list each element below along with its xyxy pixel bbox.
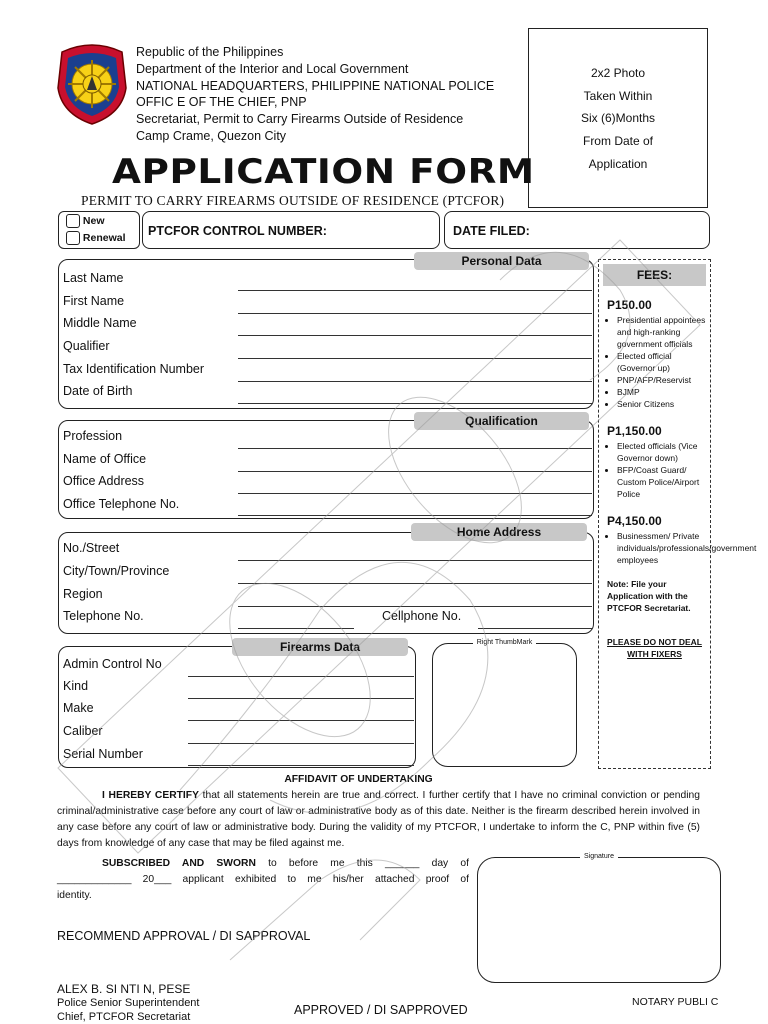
fee-item: • Elected official (Governor up) xyxy=(617,350,710,374)
personal-data-title: Personal Data xyxy=(414,252,589,270)
pnp-seal-logo xyxy=(52,40,132,126)
first-name-input[interactable] xyxy=(238,313,592,314)
control-number-label: PTCFOR CONTROL NUMBER: xyxy=(148,224,327,238)
admin-control-label: Admin Control No xyxy=(63,657,162,671)
street-label: No./Street xyxy=(63,541,120,555)
sworn-statement xyxy=(57,856,469,904)
last-name-input[interactable] xyxy=(238,290,592,291)
application-type-box xyxy=(58,211,140,249)
notary-public: NOTARY PUBLI C xyxy=(632,996,719,1008)
office-address-label: Office Address xyxy=(63,474,145,488)
sworn-text: _____________ 20___ applicant exhibited to me his/her attached proof of xyxy=(57,874,469,885)
date-filed-field[interactable] xyxy=(444,211,710,249)
agency-header xyxy=(136,44,494,145)
qualification-title: Qualification xyxy=(414,412,589,430)
fee-amount: P1,150.00 xyxy=(607,424,662,438)
tin-input[interactable] xyxy=(238,381,592,382)
qualifier-label: Qualifier xyxy=(63,339,110,353)
middle-name-input[interactable] xyxy=(238,335,592,336)
office-address-input[interactable] xyxy=(238,493,592,494)
telephone-label: Telephone No. xyxy=(63,609,144,623)
kind-label: Kind xyxy=(63,679,89,693)
affidavit-lead: I HEREBY CERTIFY xyxy=(102,790,199,801)
first-name-label: First Name xyxy=(63,294,125,308)
serial-number-label: Serial Number xyxy=(63,747,143,761)
affidavit-section xyxy=(57,772,700,852)
fee-item-list xyxy=(599,530,757,566)
officer-block xyxy=(57,982,199,1024)
thumbmark-label: Right ThumbMark xyxy=(473,639,537,646)
fee-item: • Businessmen/ Private individuals/professionals/government employees xyxy=(617,530,710,566)
sworn-text: identity. xyxy=(57,890,92,901)
tin-label: Tax Identification Number xyxy=(63,362,205,376)
fee-item: • Presidential appointees and high-ranking government officials xyxy=(617,314,710,350)
kind-input[interactable] xyxy=(188,698,414,699)
new-label: New xyxy=(82,214,105,227)
fee-item-list xyxy=(599,440,710,500)
fee-amount: P4,150.00 xyxy=(607,514,662,528)
telephone-input[interactable] xyxy=(238,628,354,629)
make-input[interactable] xyxy=(188,720,414,721)
sworn-text: to before me this ______ day of xyxy=(268,858,469,869)
fees-note: Note: File your Application with the PTCFOR Secretariat. xyxy=(607,579,691,613)
affidavit-title: AFFIDAVIT OF UNDERTAKING xyxy=(284,774,433,785)
qualifier-input[interactable] xyxy=(238,358,592,359)
cellphone-input[interactable] xyxy=(478,628,592,629)
new-option[interactable] xyxy=(66,214,105,228)
sworn-lead: SUBSCRIBED AND SWORN xyxy=(102,858,256,869)
personal-data-section xyxy=(58,259,594,409)
office-telephone-label: Office Telephone No. xyxy=(63,497,180,511)
photo-instruction-line: 2x2 Photo xyxy=(590,66,646,80)
date-of-birth-input[interactable] xyxy=(238,403,592,404)
fee-item: • PNP/AFP/Reservist xyxy=(617,374,710,386)
fees-panel xyxy=(598,259,757,769)
photo-instruction-line: Taken Within xyxy=(583,88,653,103)
renewal-label: Renewal xyxy=(82,231,126,244)
region-label: Region xyxy=(63,587,103,601)
photo-instruction-line: Application xyxy=(588,156,648,171)
home-address-title: Home Address xyxy=(411,523,587,541)
header-line: Republic of the Philippines xyxy=(136,45,284,59)
signature-box[interactable] xyxy=(477,853,721,983)
officer-name: ALEX B. SI NTI N, PESE xyxy=(57,982,191,996)
affidavit-body xyxy=(57,788,700,852)
fee-amount: P150.00 xyxy=(607,298,652,312)
officer-position: Chief, PTCFOR Secretariat xyxy=(57,1011,191,1023)
fee-item: • Elected officials (Vice Governor down) xyxy=(617,440,710,464)
fee-item: • Senior Citizens xyxy=(617,398,710,410)
caliber-label: Caliber xyxy=(63,724,103,738)
region-input[interactable] xyxy=(238,606,592,607)
name-of-office-input[interactable] xyxy=(238,471,592,472)
last-name-label: Last Name xyxy=(63,271,124,285)
profession-label: Profession xyxy=(63,429,123,443)
form-subtitle: PERMIT TO CARRY FIREARMS OUTSIDE OF RESIDENCE (PTCFOR) xyxy=(81,193,505,208)
approval-status: APPROVED / DI SAPPROVED xyxy=(294,1003,468,1017)
photo-box[interactable] xyxy=(528,28,708,208)
date-of-birth-label: Date of Birth xyxy=(63,384,133,398)
thumbmark-box[interactable] xyxy=(432,639,577,767)
header-line: NATIONAL HEADQUARTERS, PHILIPPINE NATIONAL POLICE xyxy=(136,78,495,93)
photo-instruction-line: From Date of xyxy=(582,134,654,149)
new-checkbox[interactable] xyxy=(66,214,80,228)
recommend-approval: RECOMMEND APPROVAL / DI SAPPROVAL xyxy=(57,929,311,943)
officer-rank: Police Senior Superintendent xyxy=(57,997,200,1009)
city-label: City/Town/Province xyxy=(63,564,170,578)
affidavit-text: that all statements herein are true and correct. I further certify that I have no criminal conviction or pending criminal/administrative case before any court of law or administrative body as of this date. Neither is the firearm described herein involved in any case before any court of law or administrative body. During the validity of my PTCFOR, I undertake to inform the C, PNP within five (5) days from knowledge of any case that may be filed against me. xyxy=(57,790,700,849)
profession-input[interactable] xyxy=(238,448,592,449)
header-line: Department of the Interior and Local Government xyxy=(136,61,409,76)
admin-control-input[interactable] xyxy=(188,676,414,677)
office-telephone-input[interactable] xyxy=(238,515,592,516)
caliber-input[interactable] xyxy=(188,743,414,744)
serial-number-input[interactable] xyxy=(188,765,414,766)
fees-title: FEES: xyxy=(603,264,706,286)
date-filed-label: DATE FILED: xyxy=(453,224,530,238)
header-line: OFFIC E OF THE CHIEF, PNP xyxy=(136,95,307,110)
fee-item-list xyxy=(599,314,710,410)
form-title: APPLICATION FORM xyxy=(112,152,535,192)
header-line: Camp Crame, Quezon City xyxy=(136,128,287,143)
middle-name-label: Middle Name xyxy=(63,316,137,330)
city-input[interactable] xyxy=(238,583,592,584)
control-number-field[interactable] xyxy=(142,211,440,249)
cellphone-label: Cellphone No. xyxy=(382,609,462,623)
make-label: Make xyxy=(63,701,94,715)
photo-instruction-line: Six (6)Months xyxy=(580,111,656,126)
renewal-checkbox[interactable] xyxy=(66,231,80,245)
firearms-data-title: Firearms Data xyxy=(232,638,408,656)
header-line: Secretariat, Permit to Carry Firearms Outside of Residence xyxy=(136,112,464,127)
renewal-option[interactable] xyxy=(66,231,126,245)
fee-item: • BFP/Coast Guard/ Custom Police/Airport Police xyxy=(617,464,710,500)
name-of-office-label: Name of Office xyxy=(63,452,147,466)
signature-label: Signature xyxy=(580,853,618,860)
fixers-warning: PLEASE DO NOT DEAL WITH FIXERS xyxy=(607,637,702,659)
fee-item: • BJMP xyxy=(617,386,710,398)
street-input[interactable] xyxy=(238,560,592,561)
